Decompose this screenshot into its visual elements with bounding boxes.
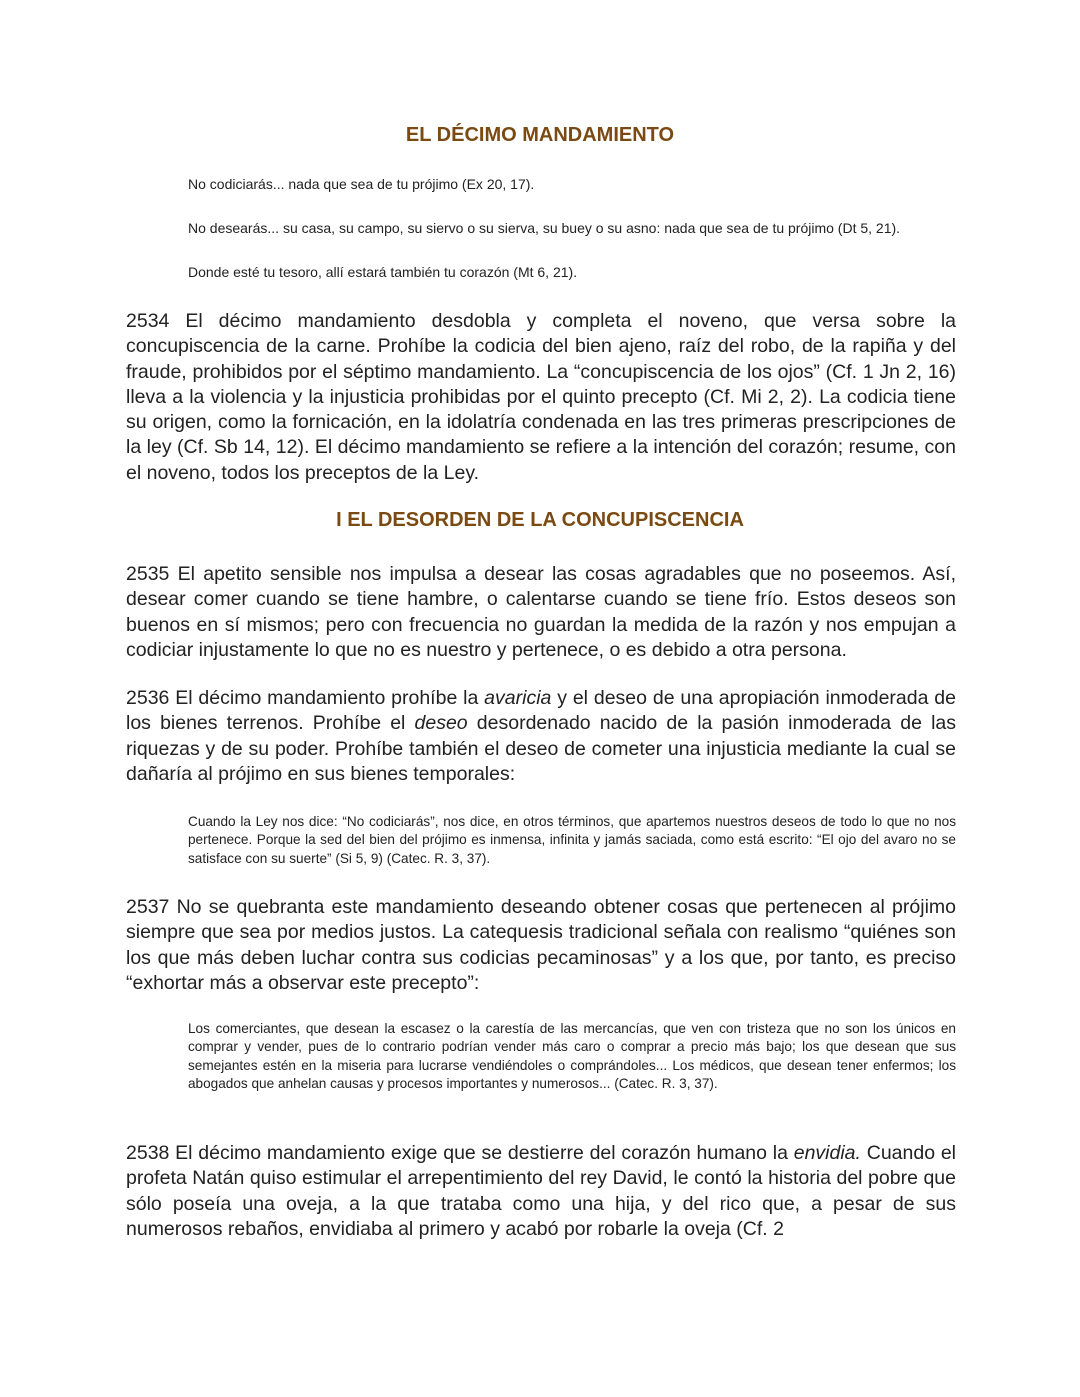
paragraph-2536-text: y el deseo de una apropiación inmoderada de los bienes terrenos. Prohíbe el [126, 687, 956, 735]
paragraph-2536-emphasis-deseo: deseo [414, 712, 468, 735]
paragraph-2536-emphasis-avaricia: avaricia [484, 687, 552, 709]
section-heading: I EL DESORDEN DE LA CONCUPISCENCIA [336, 509, 744, 531]
epigraph-matthew: Donde esté tu tesoro, allí estará también tu corazón (Mt 6, 21). [188, 264, 578, 280]
paragraph-2536 [126, 686, 956, 787]
paragraph-2536-text: 2536 El décimo mandamiento prohíbe la [126, 687, 485, 709]
page-title: EL DÉCIMO MANDAMIENTO [405, 124, 675, 146]
paragraph-2537: 2537 No se quebranta este mandamiento deseando obtener cosas que pertenecen al prójimo siempre que sea por medios justos. La catequesis tradicional señala con realismo “quiénes son los que más deben luchar contra sus codicias pecaminosas” y a los que, por tanto, es preciso “exhortar más a observar este precepto”: [126, 896, 956, 994]
paragraph-2538-text: 2538 El décimo mandamiento exige que se destierre del corazón humano la [126, 1142, 794, 1164]
paragraph-2538-text: Cuando el profeta Natán quiso estimular el arrepentimiento del rey David, le contó la historia del pobre que sólo poseía una oveja, a la que trataba como una hija, y del rico que, a pesar de sus numerosos rebaños, envidiaba al primero y acabó por robarle la oveja (Cf. 2 [126, 1142, 956, 1240]
paragraph-2534: 2534 El décimo mandamiento desdobla y completa el noveno, que versa sobre la concupiscencia de la carne. Prohíbe la codicia del bien ajeno, raíz del robo, de la rapiña y del fraude, prohibidos por el séptimo mandamiento. La “concupiscencia de los ojos” (Cf. 1 Jn 2, 16) lleva a la violencia y la injusticia prohibidas por el quinto precepto (Cf. Mi 2, 2). La codicia tiene su origen, como la fornicación, en la idolatría condenada en las tres primeras prescripciones de la ley (Cf. Sb 14, 12). El décimo mandamiento se refiere a la intención del corazón; resume, con el noveno, todos los preceptos de la Ley. [126, 310, 956, 484]
epigraph-exodus: No codiciarás... nada que sea de tu prójimo (Ex 20, 17). [188, 176, 535, 192]
epigraph-deuteronomy: No desearás... su casa, su campo, su siervo o su sierva, su buey o su asno: nada que sea de tu prójimo (Dt 5, 21). [188, 220, 901, 236]
paragraph-2538 [126, 1141, 956, 1242]
quote-2536: Cuando la Ley nos dice: “No codiciarás”, nos dice, en otros términos, que apartemos nuestros deseos de todo lo que no nos pertenece. Porque la sed del bien del prójimo es inmensa, infinita y jamás saciada, como está escrito: “El ojo del avaro no se satisface con su suerte” (Si 5, 9) (Catec. R. 3, 37). [188, 814, 956, 866]
paragraph-2538-emphasis-envidia: envidia. [793, 1142, 861, 1164]
paragraph-2535: 2535 El apetito sensible nos impulsa a desear las cosas agradables que no poseemos. Así, desear comer cuando se tiene hambre, o calentarse cuando se tiene frío. Estos deseos son buenos en sí mismos; pero con frecuencia no guardan la medida de la razón y nos empujan a codiciar injustamente lo que no es nuestro y pertenece, o es debido a otra persona. [126, 563, 956, 661]
quote-2537: Los comerciantes, que desean la escasez o la carestía de las mercancías, que ven con tristeza que no son los únicos en comprar y vender, pues de lo contrario podrían vender más caro o comprar a precio más bajo; los que desean que sus semejantes estén en la miseria para lucrarse vendiéndoles o comprándoles... Los médicos, que desean tener enfermos; los abogados que anhelan causas y procesos importantes y numerosos... (Catec. R. 3, 37). [188, 1021, 956, 1091]
paragraph-2536-text: desordenado nacido de la pasión inmoderada de las riquezas y de su poder. Prohíbe también el deseo de cometer una injusticia mediante la cual se dañaría al prójimo en sus bienes temporales: [126, 712, 956, 785]
